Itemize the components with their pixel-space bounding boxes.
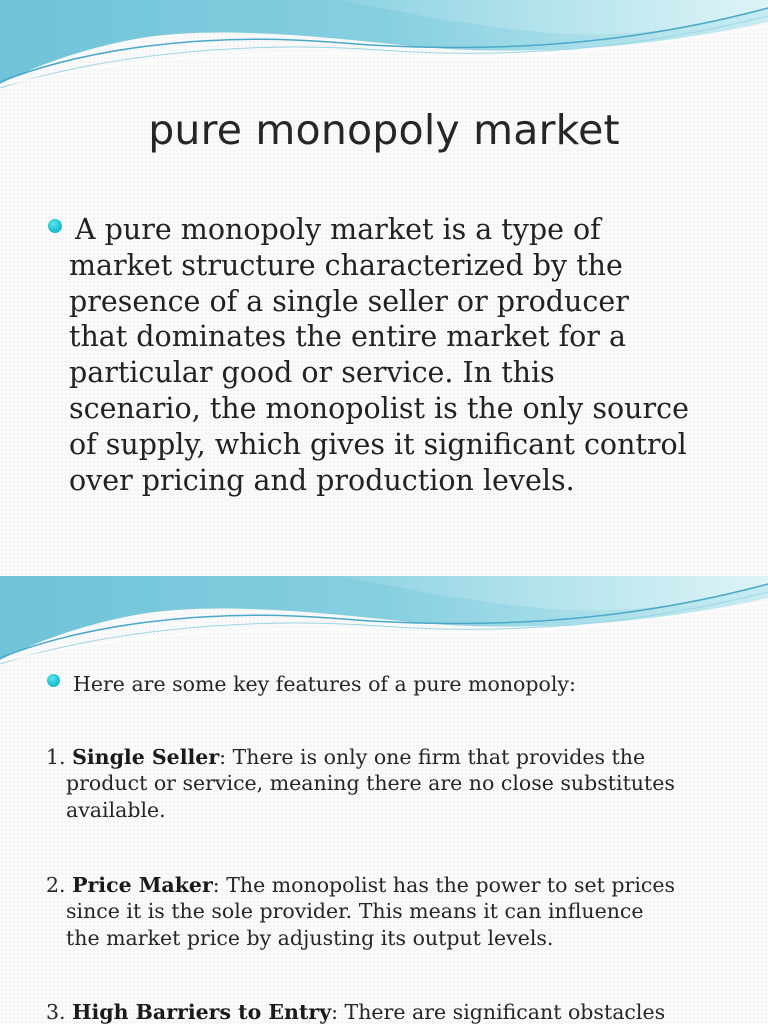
bullet-icon <box>48 219 62 233</box>
slide-2 <box>0 576 768 1024</box>
feature-term: Price Maker <box>72 873 213 897</box>
wave-header-decoration <box>0 0 768 90</box>
feature-description-line: available. <box>66 797 166 822</box>
feature-description: : There are significant obstacles <box>331 1000 666 1024</box>
feature-description-line: since it is the sole provider. This means it can influence <box>66 899 644 924</box>
wave-header-decoration <box>0 576 768 666</box>
feature-term: High Barriers to Entry <box>72 1000 332 1024</box>
slide-title: pure monopoly market <box>148 106 620 154</box>
item-number: 1. <box>46 745 73 769</box>
bullet-icon <box>47 674 60 687</box>
feature-first-line <box>46 999 756 1024</box>
feature-term: Single Seller <box>72 745 220 769</box>
feature-description: : There is only one firm that provides the <box>219 745 646 769</box>
feature-item-high-barriers <box>46 999 756 1024</box>
feature-first-line <box>46 872 756 898</box>
feature-item-price-maker <box>46 872 756 951</box>
feature-description: : The monopolist has the power to set prices <box>212 873 676 897</box>
item-number: 3. <box>46 1000 73 1024</box>
feature-description-line: the market price by adjusting its output levels. <box>66 925 554 950</box>
definition-paragraph: A pure monopoly market is a type of market structure characterized by the presence of a single seller or producer that dominates the entire market for a particular good or service. In this scenario, the monopolist is the only source of supply, which gives it significant control over pricing and production levels. <box>69 213 689 497</box>
feature-description-line: product or service, meaning there are no close substitutes <box>66 771 675 796</box>
feature-first-line <box>46 744 756 770</box>
features-intro: Here are some key features of a pure monopoly: <box>73 672 576 696</box>
item-number: 2. <box>46 873 73 897</box>
feature-item-single-seller <box>46 744 756 823</box>
